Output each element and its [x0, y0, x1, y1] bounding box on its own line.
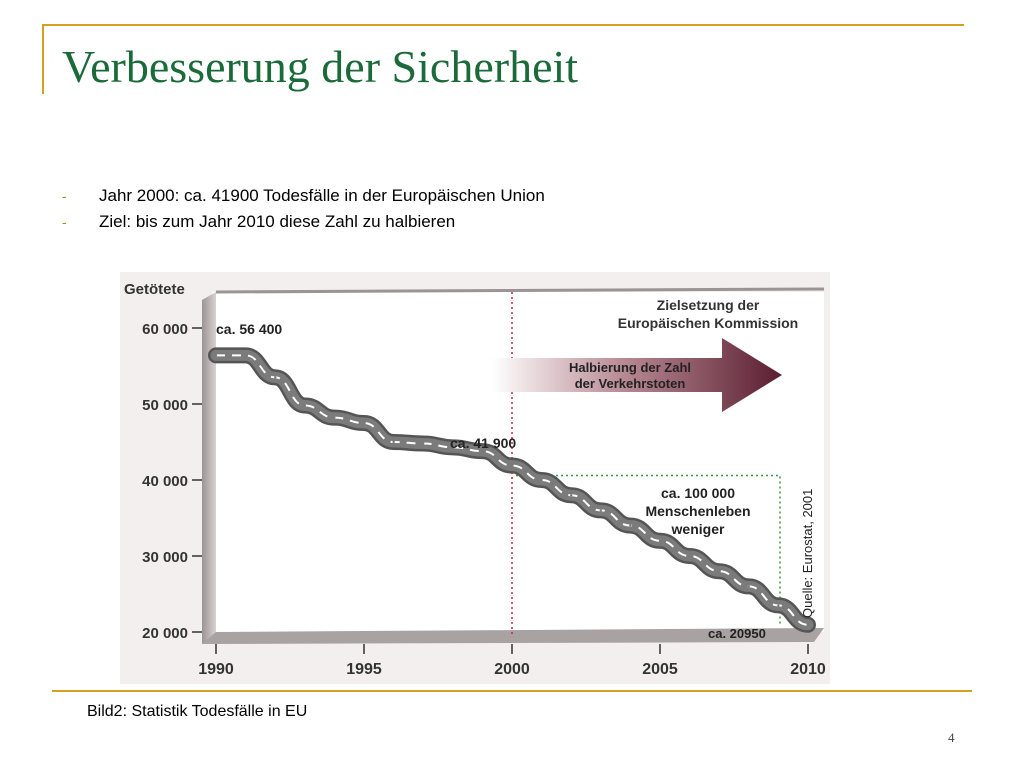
data-point: [540, 479, 542, 481]
saved-lives-line-1: ca. 100 000: [661, 485, 735, 501]
bullet-marker: -: [62, 188, 67, 204]
frame-left-rule: [42, 24, 44, 94]
x-tick-label: 2005: [642, 661, 678, 678]
data-point: [363, 422, 365, 424]
bullet-text: Ziel: bis zum Jahr 2010 diese Zahl zu halbieren: [99, 212, 456, 231]
plot-top-border: [216, 289, 824, 292]
y-tick-label: 40 000: [142, 473, 188, 490]
footer-rule: [52, 690, 972, 692]
data-point: [422, 442, 424, 444]
x-tick-label: 2010: [790, 661, 826, 678]
data-point: [659, 540, 661, 542]
data-point: [688, 555, 690, 557]
y-tick-label: 60 000: [142, 321, 188, 338]
bullet-text: Jahr 2000: ca. 41900 Todesfälle in der Europäischen Union: [99, 186, 545, 205]
data-point: [244, 354, 246, 356]
fatalities-chart: [120, 272, 830, 684]
y-axis: [142, 321, 202, 642]
annotation-start: ca. 56 400: [216, 321, 283, 337]
data-point: [777, 604, 779, 606]
data-point: [600, 509, 602, 511]
saved-lives-line-2: Menschenleben: [645, 503, 751, 519]
saved-lives-line-3: weniger: [671, 521, 725, 537]
data-point: [718, 570, 720, 572]
data-point: [570, 494, 572, 496]
plot-left-wall: [202, 292, 216, 644]
x-tick-label: 2000: [494, 661, 530, 678]
x-tick-label: 1995: [346, 661, 382, 678]
goal-title-line-2: Europäischen Kommission: [617, 315, 799, 331]
data-point: [333, 416, 335, 418]
arrow-text-line-1: Halbierung der Zahl: [568, 360, 692, 375]
y-axis-label: Getötete: [124, 281, 185, 298]
data-point: [511, 464, 513, 466]
source-note: Quelle: Eurostat, 2001: [800, 488, 815, 618]
y-tick-label: 50 000: [142, 397, 188, 414]
data-point: [392, 441, 394, 443]
data-point: [748, 585, 750, 587]
arrow-text-line-2: der Verkehrstoten: [574, 376, 686, 391]
slide-title: Verbesserung der Sicherheit: [62, 41, 579, 92]
figure-caption: Bild2: Statistik Todesfälle in EU: [87, 703, 308, 720]
annotation-end: ca. 20950: [708, 626, 766, 641]
page-number: 4: [948, 730, 955, 745]
y-tick-label: 30 000: [142, 549, 188, 566]
goal-title-line-1: Zielsetzung der: [656, 297, 760, 313]
data-point: [215, 354, 217, 356]
data-point: [274, 376, 276, 378]
y-tick-label: 20 000: [142, 625, 188, 642]
data-point: [807, 624, 809, 626]
x-tick-label: 1990: [198, 661, 234, 678]
data-point: [304, 404, 306, 406]
annotation-2000: ca. 41 900: [450, 435, 517, 451]
frame-top-rule: [42, 24, 964, 26]
bullet-marker: -: [62, 214, 67, 230]
data-point: [629, 524, 631, 526]
x-axis: [198, 644, 826, 678]
chart-svg: [120, 272, 830, 684]
